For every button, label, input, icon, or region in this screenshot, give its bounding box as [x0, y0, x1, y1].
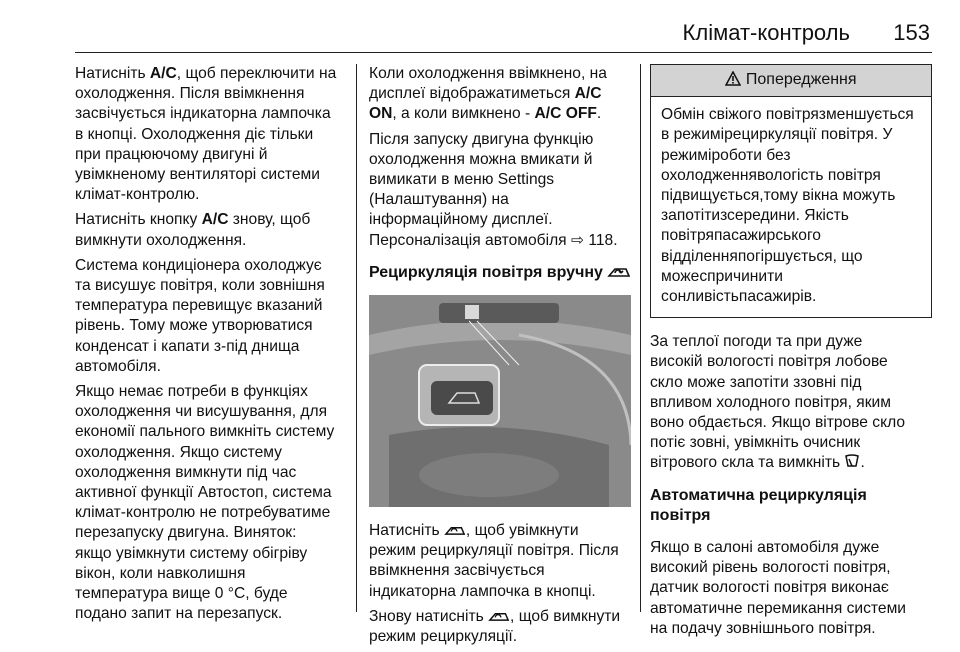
- recirculation-icon: [607, 265, 631, 279]
- text-line: рециркуляції повітря. У режимі: [661, 126, 893, 164]
- column-right: [650, 64, 932, 644]
- text-line: температура вище 0 °C, буде: [75, 585, 288, 603]
- text-line: подано запит на перезапуск.: [75, 605, 283, 623]
- text-line: на подачу зовнішнього повітря.: [650, 619, 876, 637]
- text-line: тому вікна можуть запотіти: [661, 187, 896, 225]
- text-line: економії пального вимкніть систему: [75, 423, 335, 441]
- section-heading-auto-recirculation: [650, 486, 932, 526]
- text-line: автомобіля.: [75, 357, 161, 375]
- paragraph-press-again: [369, 607, 633, 647]
- text-line: (Налаштування) на: [369, 191, 509, 209]
- wiper-off-icon: [844, 454, 860, 469]
- text-line: зсередини. Якість повітря: [661, 207, 849, 245]
- paragraph-settings: [369, 130, 633, 251]
- text-line: вимкнути охолодження.: [75, 231, 247, 249]
- text-line: Натисніть кнопку A/C знову, щоб: [75, 211, 311, 229]
- paragraph: [75, 64, 347, 205]
- page-number: 153: [893, 20, 930, 45]
- text-line: охолодження. Після ввімкнення: [75, 85, 305, 103]
- text-line: воно обдається. Якщо вітрове скло: [650, 414, 906, 432]
- text-line: охолодження. Якщо систему: [75, 443, 282, 461]
- text-line: Обмін свіжого повітря: [661, 106, 819, 124]
- text-line: Натисніть A/C, щоб переключити на: [75, 65, 337, 82]
- text-line: при працюючому двигуні й: [75, 145, 268, 163]
- paragraph: [75, 382, 347, 624]
- text-line: конденсат і капати з-під днища: [75, 337, 300, 355]
- text-line: Якщо в салоні автомобіля дуже: [650, 539, 880, 557]
- text-line: спричинити сонливість: [661, 267, 783, 306]
- text-line: скло може запотіти ззовні під: [650, 373, 862, 391]
- text-line: вимикати в меню Settings: [369, 171, 555, 189]
- text-line: автоматичне перемикання системи: [650, 599, 907, 617]
- warning-box: [650, 64, 932, 318]
- text-line: повітря: [650, 506, 711, 524]
- warning-triangle-icon: [725, 71, 741, 86]
- paragraph: [75, 256, 347, 377]
- recirculation-icon: [444, 524, 466, 537]
- text-line: потіє зовні, увімкніть очисник: [650, 434, 861, 452]
- page-header: [0, 0, 960, 52]
- text-line: в кнопці. Охолодження діє тільки: [75, 125, 314, 143]
- text-line: вікон, коли навколишня: [75, 564, 246, 582]
- text-line: ввімкнення засвічується: [369, 562, 545, 580]
- text-line: інформаційному дисплеї.: [369, 211, 553, 229]
- text-line: засвічується індикаторна лампочка: [75, 105, 331, 123]
- text-line: Автоматична рециркуляція: [650, 486, 867, 504]
- text-line: За теплої погоди та при дуже: [650, 333, 863, 351]
- text-line: дисплеї відображатиметься A/C: [369, 85, 602, 103]
- text-line: Система кондиціонера охолоджує: [75, 256, 322, 274]
- text-line: датчик вологості повітря виконає: [650, 579, 889, 597]
- text-line: якщо увімкнути систему обігріву: [75, 544, 308, 562]
- section-heading-manual-recirculation: Рециркуляція повітря вручну: [369, 263, 633, 283]
- column-middle: [369, 64, 633, 652]
- text-line: вітрового скла та вимкніть .: [650, 454, 865, 472]
- column-divider: [640, 64, 641, 612]
- console-illustration: [369, 295, 631, 507]
- text-line: Натисніть , щоб увімкнути: [369, 522, 579, 540]
- text-line: Якщо немає потреби в функціях: [75, 383, 308, 401]
- text-line: пасажирів.: [738, 288, 817, 306]
- text-line: погіршується, що може: [661, 247, 863, 285]
- text-line: та висушує повітря, коли зовнішня: [75, 277, 325, 295]
- column-left: [75, 64, 347, 629]
- header-rule: [75, 52, 932, 53]
- page-title: Клімат-контроль: [682, 20, 850, 45]
- text-line: охолодження чи висушування, для: [75, 403, 328, 421]
- text-line: впливом холодного повітря, яким: [650, 393, 891, 411]
- text-line: Знову натисніть , щоб вимкнути: [369, 607, 621, 625]
- text-line: індикаторна лампочка в кнопці.: [369, 582, 596, 600]
- text-line: увімкненому вентиляторі системи: [75, 166, 320, 184]
- text-line: охолодження вимкнути під час: [75, 463, 297, 481]
- text-line: Після запуску двигуна функцію: [369, 130, 594, 148]
- text-line: пасажирського відділення: [661, 227, 821, 265]
- recirculation-icon: [488, 610, 510, 623]
- column-divider: [356, 64, 357, 612]
- text-line: активної функції Автостоп, система: [75, 484, 332, 502]
- text-line: високий рівень вологості повітря,: [650, 559, 891, 577]
- warning-header: [651, 65, 931, 97]
- text-line: клімат-контролю не потребуватиме: [75, 504, 331, 522]
- text-line: ON, а коли вимкнено - A/C OFF.: [369, 105, 602, 123]
- paragraph-ac-display: [369, 64, 633, 125]
- text-line: Персоналізація автомобіля ⇨ 118.: [369, 231, 618, 249]
- text-line: рівень. Тому може утворюватися: [75, 317, 313, 335]
- paragraph-auto-recirculation: [650, 538, 932, 639]
- text-line: охолодження можна вмикати й: [369, 150, 593, 168]
- text-line: режим рециркуляції повітря. Після: [369, 542, 619, 560]
- paragraph-press-recirculation: [369, 521, 633, 602]
- warning-title: Попередження: [745, 71, 857, 88]
- text-line: зменшується в режимі: [661, 106, 914, 144]
- text-line: режим рециркуляції.: [369, 628, 518, 646]
- text-line: Коли охолодження ввімкнено, на: [369, 65, 607, 82]
- paragraph-fogging: [650, 332, 932, 473]
- text-line: роботи без охолодження: [661, 146, 791, 184]
- text-line: високій вологості повітря лобове: [650, 353, 888, 371]
- text-line: вологість повітря підвищується,: [661, 166, 881, 205]
- paragraph: [75, 210, 347, 250]
- text-line: перезапуску двигуна. Виняток:: [75, 524, 297, 542]
- text-line: температура перевищує вказаний: [75, 297, 323, 315]
- console-button-photo: [369, 295, 631, 507]
- warning-text: [651, 97, 931, 317]
- text-line: клімат-контролю.: [75, 186, 200, 204]
